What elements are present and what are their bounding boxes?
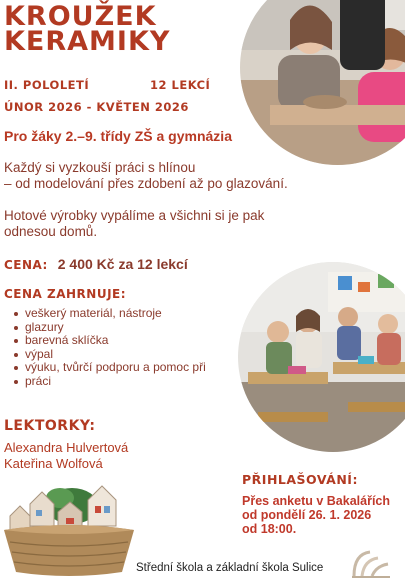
ceramics-basket-photo: [0, 476, 138, 580]
list-item: barevná sklíčka: [12, 334, 232, 348]
signup-line-2: od pondělí 26. 1. 2026: [242, 508, 372, 522]
description-line-3: Hotové výrobky vypálíme a všichni si je pak: [4, 208, 265, 223]
signup-text: [242, 494, 402, 536]
description-line-2: – od modelování přes zdobení až po glazování.: [4, 176, 288, 191]
signup-line-1: Přes anketu v Bakalářích: [242, 494, 390, 508]
school-name: Střední škola a základní škola Sulice: [136, 562, 324, 574]
list-item: veškerý materiál, nástroje: [12, 307, 232, 321]
classroom-photo: [238, 262, 405, 452]
students-photo-top: [240, 0, 405, 165]
school-logo: [350, 548, 392, 580]
signup-line-3: od 18:00.: [242, 522, 297, 536]
price-label: CENA:: [4, 258, 48, 272]
lessons-count: 12 LEKCÍ: [150, 78, 211, 92]
price-row: [4, 256, 188, 272]
list-item: výpal: [12, 348, 232, 362]
description-line-4: odnesou domů.: [4, 224, 98, 239]
description-line-1: Každý si vyzkouší práci s hlínou: [4, 160, 196, 175]
lecturers-heading: LEKTORKY:: [4, 418, 96, 434]
list-item: glazury: [12, 321, 232, 335]
lecturer-name: Alexandra Hulvertová: [4, 440, 129, 455]
title-line-2: KERAMIKY: [4, 26, 171, 57]
list-item: výuku, tvůrčí podporu a pomoc při: [12, 361, 232, 375]
list-item: práci: [12, 375, 232, 389]
title-line-1: KROUŽEK: [4, 1, 157, 32]
price-value: 2 400 Kč za 12 lekcí: [57, 256, 188, 272]
lecturer-name: Kateřina Wolfová: [4, 456, 103, 471]
course-dates: ÚNOR 2026 - KVĚTEN 2026: [4, 100, 189, 114]
semester-label: II. POLOLETÍ: [4, 78, 90, 92]
audience-text: Pro žáky 2.–9. třídy ZŠ a gymnázia: [4, 128, 232, 144]
includes-heading: CENA ZAHRNUJE:: [4, 287, 127, 301]
includes-list: [12, 307, 232, 388]
signup-heading: PŘIHLAŠOVÁNÍ:: [242, 472, 358, 487]
poster-title: [4, 1, 171, 57]
